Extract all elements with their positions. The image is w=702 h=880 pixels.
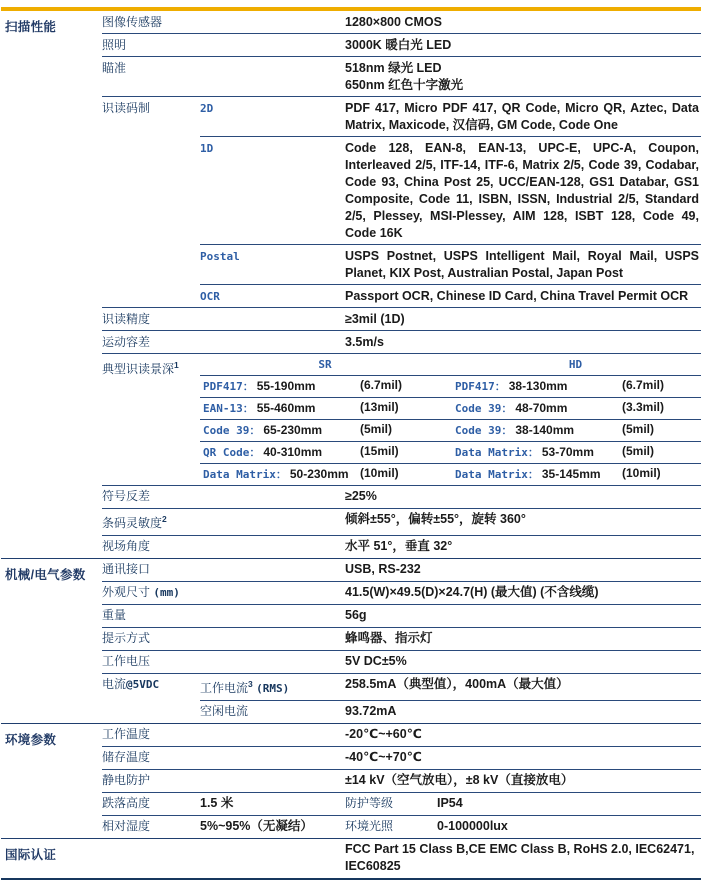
subrow-label: 空闲电流: [200, 704, 249, 718]
dof-code: Data Matrix：: [455, 468, 539, 481]
dof-code: EAN-13：: [203, 402, 254, 415]
spec-row-aiming: [102, 56, 701, 96]
row-label: 符号反差: [102, 489, 151, 503]
row-value: 3000K 暖白光 LED: [345, 37, 452, 52]
current-subrows: [200, 674, 701, 723]
row-label: 相对湿度: [102, 819, 151, 833]
spec-row-illumination: [102, 33, 701, 56]
row-label: 提示方式: [102, 631, 151, 645]
row-value: -40℃~+70℃: [345, 750, 422, 764]
row-value: FCC Part 15 Class B,CE EMC Class B, RoHS 2.0, IEC62471, IEC60825: [345, 842, 695, 873]
ip-rating-label: 防护等级: [345, 796, 394, 810]
dof-range: 35-145mm: [541, 467, 601, 481]
section-body-environment: [102, 724, 701, 838]
spec-row-drop-height: [102, 792, 701, 815]
spec-sheet: [1, 0, 701, 880]
dof-range: 55-460mm: [256, 401, 316, 415]
subrow-label: Postal: [200, 249, 240, 263]
row-value: USB, RS-232: [345, 562, 421, 576]
spec-row-indication: [102, 627, 701, 650]
dof-mil: (15mil): [360, 444, 399, 458]
section-body-certifications: [102, 839, 701, 878]
dof-column-sr: SR: [318, 357, 332, 371]
dof-code: Code 39：: [455, 424, 513, 437]
row-label: 视场角度: [102, 539, 151, 553]
dof-row: [200, 441, 701, 463]
row-label: 电流@5VDC: [102, 677, 160, 691]
section-environment: [1, 723, 701, 838]
row-label: 重量: [102, 608, 127, 622]
dof-row: [200, 397, 701, 419]
spec-row-image-sensor: [102, 11, 701, 33]
spec-row-field-of-view: [102, 535, 701, 558]
row-value: 3.5m/s: [345, 334, 384, 349]
spec-row-dimensions: [102, 581, 701, 604]
spec-row-barcode-sensitivity: [102, 508, 701, 535]
spec-row-motion-tolerance: [102, 330, 701, 353]
dof-code: Data Matrix：: [455, 446, 539, 459]
rms-unit: (RMS): [256, 682, 290, 695]
subrow-label: 1D: [200, 141, 214, 155]
dof-code: Code 39：: [203, 424, 261, 437]
dof-code: QR Code：: [203, 446, 261, 459]
dof-header: [200, 354, 701, 376]
ambient-light-label: 环境光照: [345, 819, 394, 833]
dof-mil: (10mil): [622, 466, 661, 480]
spec-row-symbol-contrast: [102, 485, 701, 508]
row-label: 识读精度: [102, 311, 151, 326]
section-title-scan-performance: 扫描性能: [5, 20, 57, 34]
spec-row-operating-temperature: [102, 724, 701, 746]
dof-row: [200, 463, 701, 485]
row-label: 工作温度: [102, 727, 151, 741]
ambient-light-value: 0-100000lux: [437, 819, 508, 833]
section-title-mechanical-electrical: 机械/电气参数: [5, 567, 86, 582]
subrow-value: Code 128, EAN-8, EAN-13, UPC-E, UPC-A, Coupon, Interleaved 2/5, ITF-14, ITF-6, Matrix 2/5, Code 39, Codabar, Code 93, China Post 25, UCC/EAN-128, GS1 Databar, GS1 Composite, Code 11, ISBN, ISSN, Industrial 2/5, Standard 2/5, Plessey, MSI-Plessey, AIM 128, ISBT 128, Code 49, Code 16K: [345, 140, 699, 240]
footnote-1: 1: [174, 359, 179, 370]
spec-row-precision: [102, 307, 701, 330]
row-label: 运动容差: [102, 334, 151, 349]
dof-mil: (5mil): [622, 422, 655, 436]
row-label: 识读码制: [102, 100, 151, 115]
subrow-value: 93.72mA: [345, 704, 397, 718]
subrow-value: USPS Postnet, USPS Intelligent Mail, Royal Mail, USPS Planet, KIX Post, Australian Postal, Japan Post: [345, 248, 699, 280]
row-label: 跌落高度: [102, 796, 151, 810]
spec-table: [1, 11, 701, 880]
subrow-postal: [200, 244, 701, 284]
dof-range: 50-230mm: [289, 467, 349, 481]
aiming-line-1: 518nm 绿光 LED: [345, 60, 442, 75]
row-label: 照明: [102, 37, 127, 52]
spec-row-symbologies: [102, 96, 701, 307]
row-label: 工作电压: [102, 654, 151, 668]
aiming-line-2: 650nm 红色十字激光: [345, 77, 464, 92]
row-value: ±14 kV（空气放电），±8 kV（直接放电）: [345, 773, 574, 787]
dof-mil: (3.3mil): [622, 400, 665, 414]
row-label: 图像传感器: [102, 14, 163, 29]
dof-mil: (6.7mil): [360, 378, 403, 392]
dof-column-hd: HD: [568, 357, 583, 371]
subrow-ocr: [200, 284, 701, 307]
row-value: 5V DC±5%: [345, 654, 407, 668]
dof-mil: (6.7mil): [622, 378, 665, 392]
section-title-certifications: 国际认证: [5, 847, 57, 862]
spec-row-esd: [102, 769, 701, 792]
subrow-value: PDF 417, Micro PDF 417, QR Code, Micro QR, Aztec, Data Matrix, Maxicode, 汉信码, GM Code, Code One: [345, 100, 699, 132]
row-value: 倾斜±55°，偏转±55°，旋转 360°: [345, 512, 526, 526]
row-label: 条码灵敏度$^2$: [102, 514, 167, 530]
footnote-3: 3: [248, 679, 253, 689]
section-certifications: [1, 838, 701, 878]
row-label: [102, 841, 200, 875]
spec-row-depth-of-field: [102, 353, 701, 485]
row-value: 1280×800 CMOS: [345, 14, 442, 29]
dof-code: Data Matrix：: [203, 468, 287, 481]
spec-row-humidity: [102, 815, 701, 838]
humidity-value: 5%~95%（无凝结）: [200, 819, 313, 833]
dof-range: 55-190mm: [256, 379, 316, 393]
dof-row: [200, 419, 701, 441]
dof-range: 38-140mm: [515, 423, 575, 437]
dof-range: 40-310mm: [263, 445, 323, 459]
dof-mil: (5mil): [622, 444, 655, 458]
subrow-idle-current: [200, 700, 701, 723]
dof-code: PDF417：: [203, 380, 254, 393]
subrow-label: OCR: [200, 289, 220, 303]
section-scan-performance: [1, 11, 701, 558]
subrow-value: 258.5mA（典型值），400mA（最大值）: [345, 677, 569, 691]
row-label: 瞄准: [102, 60, 127, 75]
subrow-value: Passport OCR, Chinese ID Card, China Travel Permit OCR: [345, 288, 689, 303]
section-body-scan-performance: [102, 11, 701, 558]
row-value: 蜂鸣器、指示灯: [345, 631, 433, 645]
row-value: 水平 51°，垂直 32°: [345, 539, 453, 553]
row-label: 典型识读景深$^1$: [102, 359, 179, 376]
spec-row-current: [102, 673, 701, 723]
row-value: -20℃~+60℃: [345, 727, 422, 741]
current-condition: @5VDC: [126, 678, 160, 691]
dof-table: [200, 354, 701, 485]
dof-range: 48-70mm: [515, 401, 568, 415]
dimension-unit: (mm): [153, 586, 180, 599]
spec-row-storage-temperature: [102, 746, 701, 769]
dof-row: [200, 376, 701, 397]
section-mechanical-electrical: [1, 558, 701, 723]
dof-range: 53-70mm: [541, 445, 594, 459]
row-label: 外观尺寸 (mm): [102, 585, 180, 599]
row-value: 41.5(W)×49.5(D)×24.7(H) (最大值) (不含线缆): [345, 585, 599, 599]
ip-rating-value: IP54: [437, 796, 463, 810]
spec-row-certifications: [102, 839, 701, 878]
subrow-2d: [200, 97, 701, 136]
section-body-mechanical-electrical: [102, 559, 701, 723]
row-value: 56g: [345, 608, 367, 622]
dof-range: 38-130mm: [508, 379, 568, 393]
spec-row-voltage: [102, 650, 701, 673]
dof-code: PDF417：: [455, 380, 506, 393]
row-label: 静电防护: [102, 773, 151, 787]
dof-range: 65-230mm: [263, 423, 323, 437]
symbology-subrows: [200, 97, 701, 307]
row-value: [345, 60, 701, 94]
subrow-label: 2D: [200, 101, 214, 115]
dof-mil: (13mil): [360, 400, 399, 414]
drop-height-value: 1.5 米: [200, 796, 234, 810]
subrow-1d: [200, 136, 701, 244]
dof-mil: (10mil): [360, 466, 399, 480]
row-value: ≥3mil (1D): [345, 311, 405, 326]
dof-code: Code 39：: [455, 402, 513, 415]
subrow-label: 工作电流$^3$ (RMS): [200, 679, 290, 695]
row-value: ≥25%: [345, 489, 377, 503]
dof-mil: (5mil): [360, 422, 393, 436]
footnote-2: 2: [162, 514, 167, 524]
subrow-operating-current: [200, 674, 701, 700]
section-title-environment: 环境参数: [5, 732, 57, 747]
row-label: 通讯接口: [102, 562, 151, 576]
spec-row-weight: [102, 604, 701, 627]
spec-row-interface: [102, 559, 701, 581]
row-label: 储存温度: [102, 750, 151, 764]
